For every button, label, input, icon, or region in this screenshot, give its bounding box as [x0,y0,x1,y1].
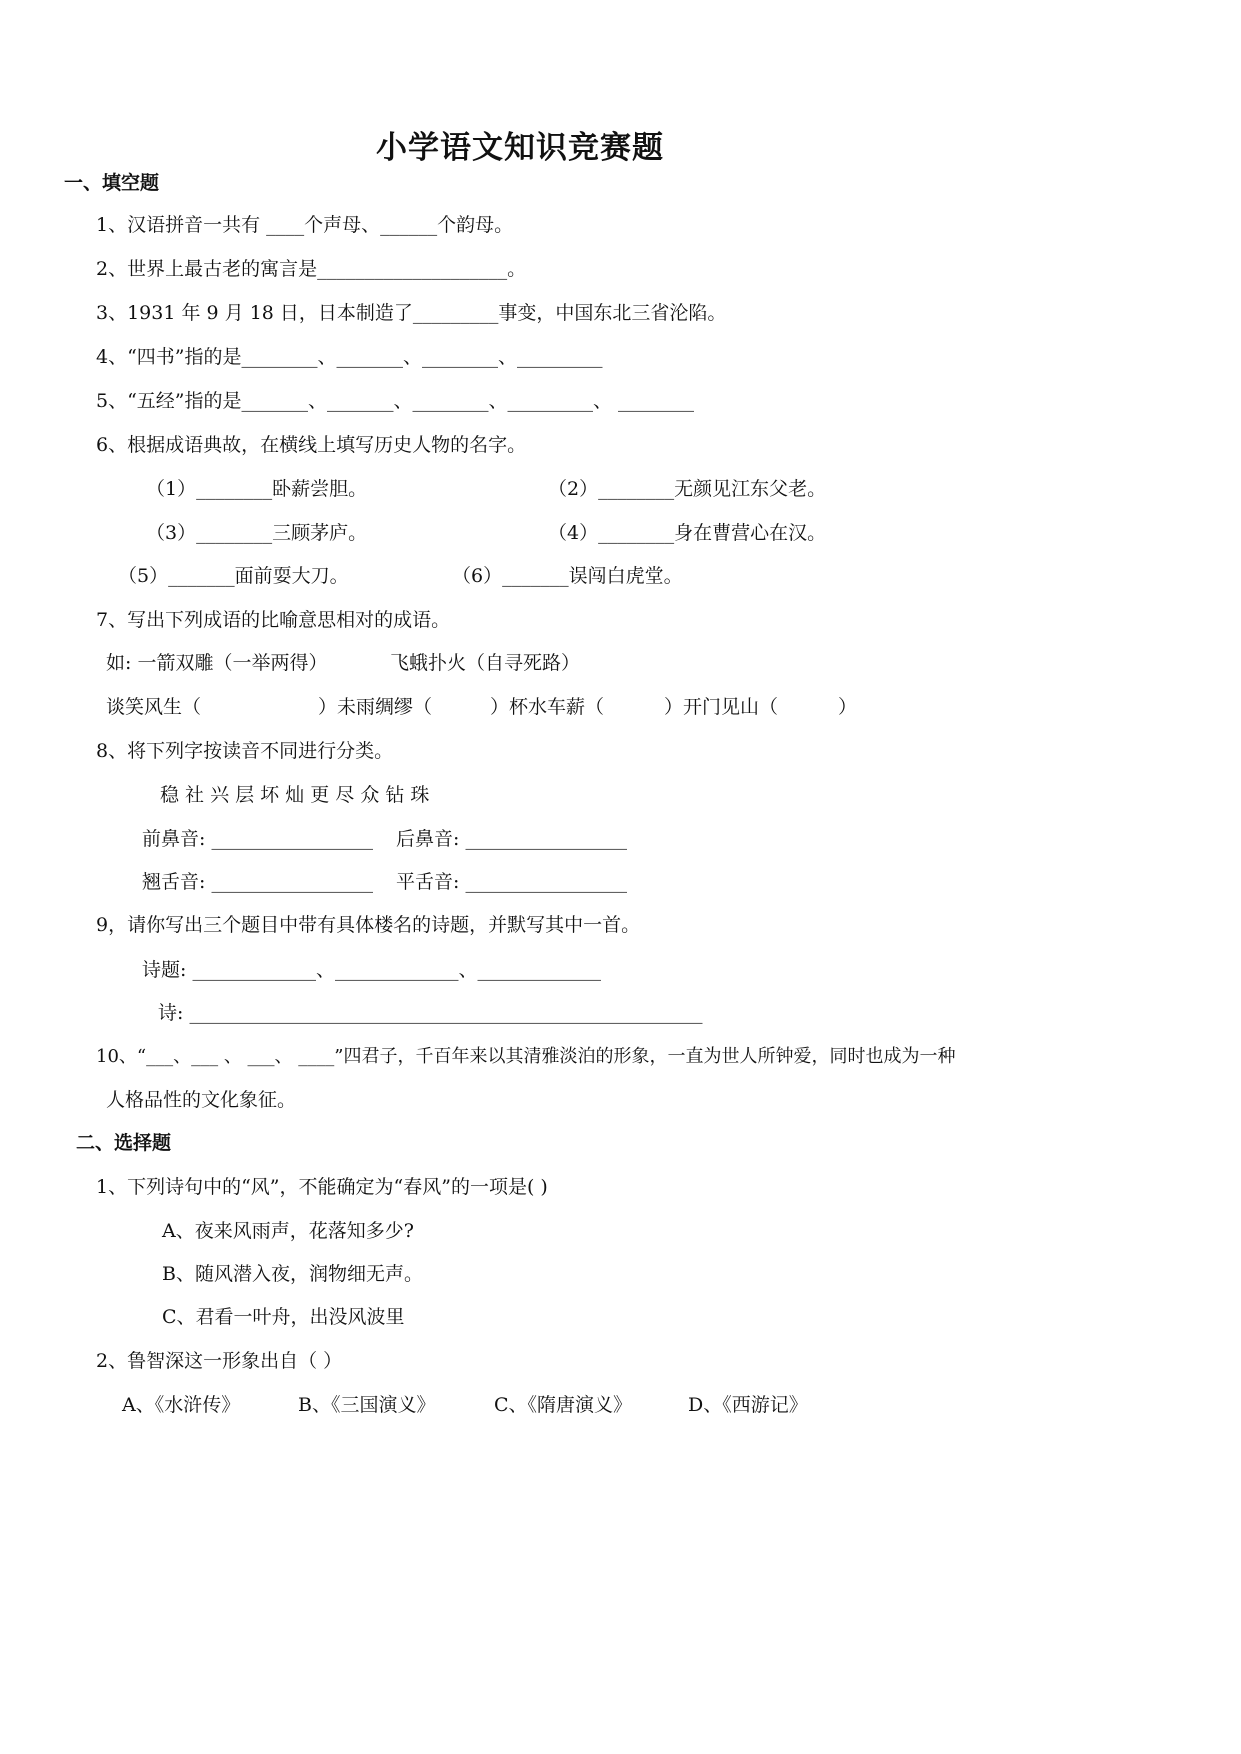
question-1: 1、汉语拼音一共有 ____个声母、______个韵母。 [96,214,514,236]
question-8: 8、将下列字按读音不同进行分类。 [96,740,394,762]
question-7-item: ）未雨绸缪（ [318,696,433,718]
choice-option: B、随风潜入夜，润物细无声。 [162,1263,423,1285]
question-8-retroflex: 翘舌音: _________________ [142,871,373,893]
question-4: 4、“四书”指的是________、_______、________、_________ [96,346,603,368]
question-6-item: （6）_______误闯白虎堂。 [452,565,683,587]
question-5: 5、“五经”指的是_______、_______、________、_________、 ________ [96,390,695,412]
question-9-titles: 诗题: _____________、_____________、_____________ [142,959,601,981]
question-10: 10、“___、___ 、 ___、 ____”四君子，千百年来以其清雅淡泊的形象，一直为世人所钟爱，同时也成为一种 [96,1046,956,1067]
question-8-flat: 平舌音: _________________ [396,871,627,893]
question-6-item: （1）________卧薪尝胆。 [146,478,368,500]
choice-option: A、夜来风雨声，花落知多少? [162,1220,414,1242]
question-10-continuation: 人格品性的文化象征。 [106,1089,297,1111]
question-7-example: 飞蛾扑火（自寻死路） [390,652,581,674]
choice-option: B、《三国演义》 [298,1394,436,1416]
choice-question-2: 2、鲁智深这一形象出自（ ） [96,1350,343,1372]
question-6-item: （4）________身在曹营心在汉。 [548,522,827,544]
choice-question-1: 1、下列诗句中的“风”，不能确定为“春风”的一项是( ) [96,1176,548,1198]
question-8-front-nasal: 前鼻音: _________________ [142,828,373,850]
question-7: 7、写出下列成语的比喻意思相对的成语。 [96,609,451,631]
question-7-item: 谈笑风生（ [106,696,202,718]
question-7-item: ）开门见山（ [664,696,779,718]
section-heading-fill-in: 一、填空题 [64,172,160,194]
question-7-item: ）杯水车薪（ [490,696,605,718]
question-7-example: 如: 一箭双雕（一举两得） [106,652,328,674]
choice-option: C、《隋唐演义》 [494,1394,633,1416]
question-9: 9，请你写出三个题目中带有具体楼名的诗题，并默写其中一首。 [96,914,641,936]
question-6-item: （2）________无颜见江东父老。 [548,478,827,500]
choice-option: C、君看一叶舟，出没风波里 [162,1306,405,1328]
question-8-back-nasal: 后鼻音: _________________ [396,828,627,850]
question-6-item: （5）_______面前耍大刀。 [118,565,349,587]
choice-option: A、《水浒传》 [122,1394,241,1416]
question-2: 2、世界上最古老的寓言是____________________。 [96,258,527,280]
page-title: 小学语文知识竞赛题 [376,130,664,166]
question-7-item: ） [838,696,858,718]
section-heading-multiple-choice: 二、选择题 [76,1132,172,1154]
question-6-item: （3）________三顾茅庐。 [146,522,368,544]
choice-option: D、《西游记》 [688,1394,808,1416]
question-3: 3、1931 年 9 月 18 日，日本制造了_________事变，中国东北三省沦陷。 [96,302,727,324]
question-8-characters: 稳 社 兴 层 坏 灿 更 尽 众 钻 珠 [160,784,430,806]
question-9-poem: 诗: ______________________________________________________ [158,1002,703,1024]
question-6: 6、根据成语典故，在横线上填写历史人物的名字。 [96,434,527,456]
